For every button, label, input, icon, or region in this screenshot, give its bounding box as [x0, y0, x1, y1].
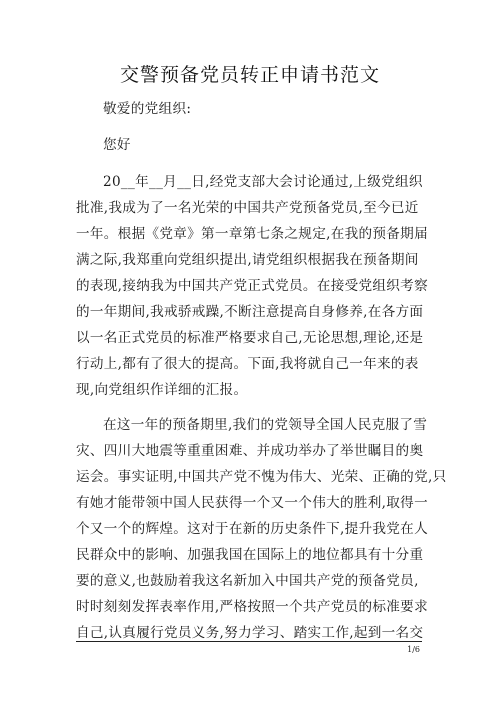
- greeting: 您好: [103, 137, 131, 153]
- body-line: 自己,认真履行党员义务,努力学习、踏实工作,起到一名交: [76, 625, 424, 641]
- body-line: 的表现,接纳我为中国共产党正式党员。在接受党组织考察: [76, 278, 428, 294]
- page-number: 1/6: [407, 645, 420, 654]
- body-line: 运会。事实证明,中国共产党不愧为伟大、光荣、正确的党,只: [76, 469, 447, 485]
- body-line: 要的意义,也鼓励着我这名新加入中国共产党的预备党员,: [76, 573, 419, 589]
- document-title: 交警预备党员转正申请书范文: [119, 64, 380, 86]
- body-line: 在这一年的预备期里,我们的党领导全国人民克服了雪: [103, 417, 428, 433]
- body-line: 批准,我成为了一名光荣的中国共产党预备党员,至今已近: [76, 200, 419, 216]
- body-line: 灾、四川大地震等重重困难、并成功举办了举世瞩目的奥: [76, 443, 424, 459]
- body-line: 以一名正式党员的标准严格要求自己,无论思想,理论,还是: [76, 330, 424, 346]
- body-line: 现,向党组织作详细的汇报。: [76, 382, 248, 398]
- footer-divider: [76, 641, 422, 642]
- body-line: 有她才能带领中国人民获得一个又一个伟大的胜利,取得一: [76, 495, 428, 511]
- body-line: 民群众中的影响、加强我国在国际上的地位都具有十分重: [76, 547, 424, 563]
- body-line: 行动上,都有了很大的提高。下面,我将就自己一年来的表: [76, 356, 419, 372]
- body-line: 的一年期间,我戒骄戒躁,不断注意提高自身修养,在各方面: [76, 304, 424, 320]
- body-line: 一年。根据《党章》第一章第七条之规定,在我的预备期届: [76, 226, 428, 242]
- salutation: 敬爱的党组织:: [103, 101, 192, 117]
- body-line: 个又一个的辉煌。这对于在新的历史条件下,提升我党在人: [76, 521, 428, 537]
- body-line: 时时刻刻发挥表率作用,严格按照一个共产党员的标准要求: [76, 599, 428, 615]
- body-line: 20__年__月__日,经党支部大会讨论通过,上级党组织: [103, 174, 423, 190]
- body-line: 满之际,我郑重向党组织提出,请党组织根据我在预备期间: [76, 252, 419, 268]
